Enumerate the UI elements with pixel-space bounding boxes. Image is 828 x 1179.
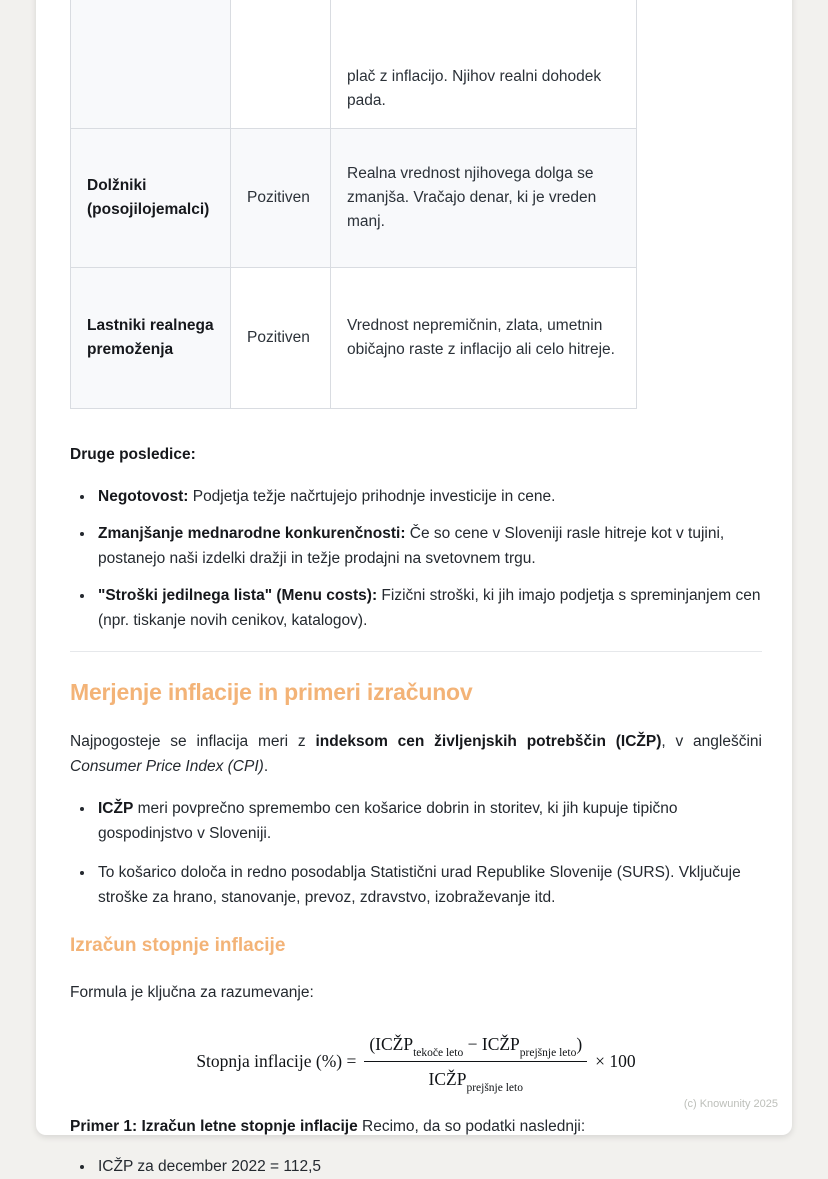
formula-intro: Formula je ključna za razumevanje:	[70, 983, 314, 1001]
formula-term: − ICŽP	[463, 1033, 520, 1054]
example-paragraph	[70, 1115, 762, 1140]
table-row	[71, 129, 637, 268]
table-cell-group: Lastniki realnega premoženja	[71, 268, 231, 409]
paragraph-italic: Consumer Price Index (CPI)	[70, 758, 264, 776]
formula-subscript: tekoče leto	[413, 1047, 464, 1060]
table-cell-description: Vrednost nepremičnin, zlata, umetnin običajno raste z inflacijo ali celo hitreje.	[331, 268, 637, 409]
formula-rhs: × 100	[595, 1051, 636, 1072]
table-row	[71, 0, 637, 129]
inflation-formula	[70, 1030, 762, 1093]
document-content	[36, 0, 792, 1179]
list-item-bold: Zmanjšanje mednarodne konkurenčnosti:	[98, 524, 406, 542]
table-cell-effect	[231, 0, 331, 129]
formula-term: )	[576, 1033, 583, 1054]
section-divider	[70, 651, 762, 652]
measurement-intro-paragraph	[70, 730, 762, 780]
list-item-bold: "Stroški jedilnega lista" (Menu costs):	[98, 587, 378, 605]
table-cell-description: Realna vrednost njihovega dolga se zmanjša. Vračajo denar, ki je vreden manj.	[331, 129, 637, 268]
list-item	[95, 583, 762, 633]
paragraph-bold: indeksom cen življenjskih potrebščin (ICŽP)	[315, 733, 662, 751]
paragraph-text: , v angleščini	[661, 733, 762, 751]
formula-subscript: prejšnje leto	[466, 1082, 523, 1095]
formula-subscript: prejšnje leto	[519, 1047, 577, 1060]
example-title: Primer 1: Izračun letne stopnje inflacije	[70, 1117, 358, 1135]
table-cell-description: plač z inflacijo. Njihov realni dohodek pada.	[331, 0, 637, 129]
paragraph-text: Najpogosteje se inflacija meri z	[70, 733, 316, 751]
formula-lhs: Stopnja inflacije (%) =	[196, 1051, 357, 1072]
example-text: Recimo, da so podatki naslednji:	[357, 1117, 586, 1135]
calculation-subheading: Izračun stopnje inflacije	[70, 935, 286, 957]
list-item-text: Če so cene v Sloveniji rasle hitreje kot v tujini, postanejo naši izdelki dražji in težje prodajni na svetovnem trgu.	[98, 524, 725, 568]
table-cell-effect: Pozitiven	[231, 129, 331, 268]
list-item-text: meri povprečno spremembo cen košarice dobrin in storitev, ki jih kupuje tipično gospodinjstvo v Sloveniji.	[98, 799, 678, 842]
inflation-effects-table	[70, 0, 637, 409]
list-item	[95, 484, 762, 509]
table-cell-group: Dolžniki (posojilojemalci)	[71, 129, 231, 268]
formula-fraction	[364, 1030, 587, 1093]
list-item-text: To košarico določa in redno posodablja Statistični urad Republike Slovenije (SURS). Vključuje stroške za hrano, stanovanje, prevoz, zdravstvo, izobraževanje itd.	[98, 864, 741, 907]
consequences-list	[70, 484, 762, 634]
list-item	[95, 860, 762, 910]
table-cell-group	[71, 0, 231, 129]
list-item-text: Podjetja težje načrtujejo prihodnje investicije in cene.	[188, 487, 556, 505]
table-cell-effect: Pozitiven	[231, 268, 331, 409]
formula-term: (ICŽP	[369, 1033, 414, 1054]
measurement-list	[70, 796, 762, 910]
list-item	[95, 521, 762, 571]
formula-term: ICŽP	[428, 1068, 467, 1089]
consequences-heading: Druge posledice:	[70, 446, 196, 463]
paragraph-text: .	[263, 758, 269, 776]
list-item	[95, 796, 762, 846]
list-item-text: Fizični stroški, ki jih imajo podjetja s spreminjanjem cen (npr. tiskanje novih cenikov, katalogov).	[98, 587, 761, 630]
formula-numerator	[364, 1030, 587, 1062]
table-row	[71, 268, 637, 409]
list-item-bold: ICŽP	[98, 799, 134, 817]
example-data-list	[70, 1154, 762, 1179]
measurement-heading: Merjenje inflacije in primeri izračunov	[70, 679, 473, 706]
document-page	[36, 0, 792, 1175]
formula-denominator	[429, 1062, 523, 1093]
watermark: (c) Knowunity 2025	[683, 1098, 778, 1110]
list-item-bold: Negotovost:	[98, 487, 189, 505]
list-item: • ICŽP za december 2022 = 112,5	[95, 1154, 762, 1179]
